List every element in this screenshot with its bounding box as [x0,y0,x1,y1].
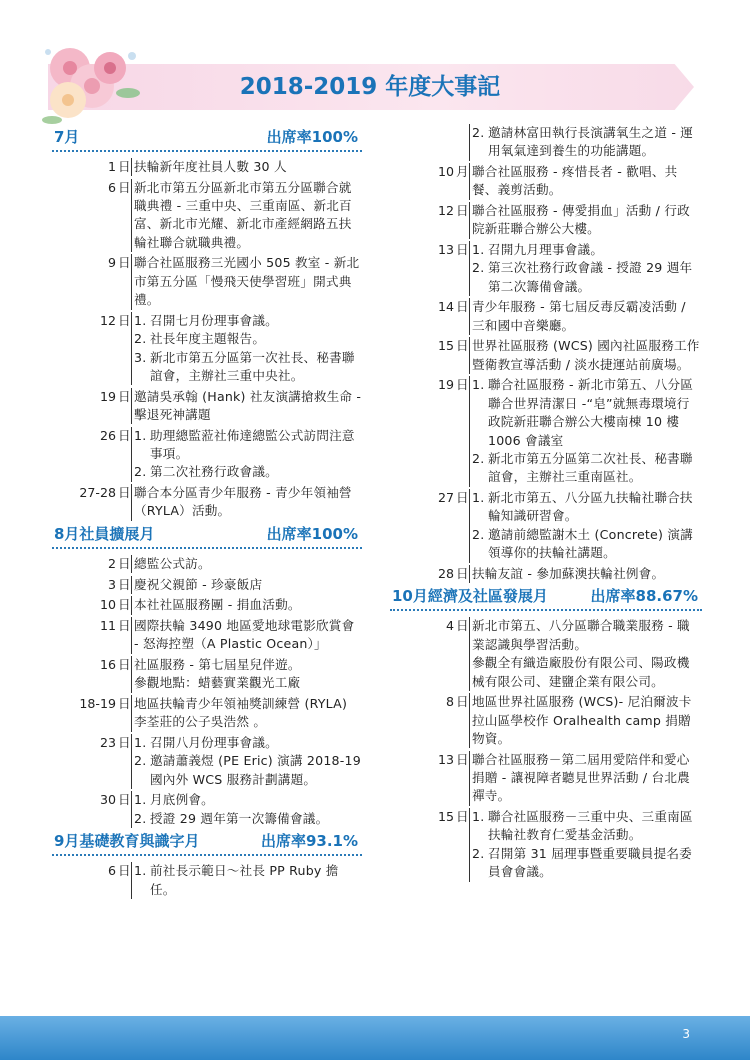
item-number: 2. [472,451,485,467]
item-text: 邀請吳承翰 (Hank) 社友演講搶救生命 - 擊退死神講題 [134,388,362,423]
event-date: 14 [437,299,454,315]
event-date-unit: 日 [456,694,469,710]
event-body [469,751,702,806]
event-entry [390,241,702,296]
event-date: 23 [99,734,116,750]
event-item [472,241,702,259]
event-date: 12 [99,312,116,328]
page-number: 3 [682,1027,690,1041]
event-item [472,565,702,583]
event-item [472,808,702,845]
event-body [131,656,362,693]
event-body [131,484,362,521]
attendance-rate: 出席率100% [266,128,358,146]
event-date-unit: 日 [456,490,469,506]
event-entry [390,202,702,239]
item-text: 新北市第五、八分區聯合職業服務 - 職業認識與學習活動。 [472,618,690,652]
item-text: 邀請前總監謝木土 (Concrete) 演講領導你的扶輪社講題。 [488,526,693,561]
event-body [469,163,702,200]
event-date: 19 [437,377,454,393]
event-date: 10 [437,164,454,179]
event-date: 15 [437,338,454,354]
event-body [469,565,702,583]
event-date-unit [456,124,469,161]
item-text: 總監公式訪。 [134,556,211,572]
event-entry [52,555,362,573]
item-text: 新北市第五、八分區九扶輪社聯合扶輪知識研習會。 [488,490,693,524]
event-date-unit: 日 [456,299,469,315]
event-body [131,576,362,594]
event-date-unit: 日 [118,863,131,879]
item-text: 世界社區服務 (WCS) 國內社區服務工作暨衛教宣導活動 / 淡水捷運站前廣場。 [472,338,700,372]
event-item [134,484,362,521]
event-date-unit: 日 [118,617,131,633]
item-number: 2. [472,526,485,542]
item-text: 聯合社區服務三光國小 505 教室 - 新北市第五分區「慢飛天使學習班」開式典禮。 [134,255,360,308]
event-item [472,163,702,200]
event-date: 2 [107,556,116,572]
event-date: 13 [437,751,454,767]
event-item [472,693,702,748]
item-text: 社長年度主題報告。 [150,331,266,347]
event-item [134,791,362,809]
item-number: 2. [134,464,147,480]
item-text: 聯合社區服務 - 新北市第五、八分區聯合世界清潔日 -“皂”就無毒環境行政院新莊聯合辦公大樓南棟 10 樓 1006 會議室 [488,377,694,448]
attendance-rate: 出席率93.1% [260,832,358,851]
page-title: 2018-2019 年度大事記 [239,74,501,100]
event-date: 8 [445,694,454,710]
event-item [134,862,362,899]
event-item [134,656,362,674]
event-entry [390,337,702,374]
event-item [472,337,702,374]
event-item [134,388,362,425]
event-body [131,862,362,899]
item-text: 前社長示範日～社長 PP Ruby 擔任。 [150,863,339,897]
event-entry [52,427,362,482]
event-date: 9 [107,255,116,271]
event-item [134,349,362,386]
item-text: 聯合社區服務－三重中央、三重南區扶輪社教育仁愛基金活動。 [488,809,693,843]
event-item [472,450,702,487]
event-date-unit: 日 [118,556,131,572]
event-date-unit: 日 [118,792,131,808]
footer-bar [0,1016,750,1060]
event-item [134,427,362,464]
event-date: 3 [107,576,116,592]
event-body [469,693,702,748]
item-text: 國際扶輪 3490 地區愛地球電影欣賞會 - 怒海控塑（A Plastic Ocean）」 [134,617,355,652]
event-item [472,489,702,526]
event-item [134,752,362,789]
item-number: 2. [134,753,147,769]
event-date: 27 [437,490,454,506]
month-heading [52,523,362,549]
event-entry [52,617,362,654]
event-date-unit: 日 [456,242,469,257]
event-date-unit: 日 [118,427,131,443]
event-body [469,337,702,374]
event-date-unit: 日 [118,695,131,711]
event-item [134,810,362,828]
event-date-unit: 日 [118,179,131,195]
event-date: 27-28 [79,485,116,501]
item-text: 授證 29 週年第一次籌備會議。 [150,810,329,826]
item-text: 邀請蕭義煜 (PE Eric) 演講 2018-19 國內外 WCS 服務計劃講題。 [150,753,361,787]
event-item [472,526,702,563]
event-entry [52,576,362,594]
event-item [472,751,702,806]
item-number: 1. [134,734,147,750]
event-body [469,298,702,335]
event-item [134,576,362,594]
event-date [390,124,456,161]
event-body [469,808,702,882]
event-body [131,734,362,789]
item-number: 2. [134,331,147,347]
item-text: 青少年服務 - 第七屆反毒反霸凌活動 / 三和國中音樂廳。 [472,299,686,333]
event-entry [390,808,702,882]
event-date-unit: 日 [118,312,131,328]
event-body [131,617,362,654]
item-number: 2. [472,845,485,861]
event-item [472,654,702,691]
event-body [469,376,702,486]
item-text: 參觀全有織造廠股份有限公司、陽政機械有限公司、建鹽企業有限公司。 [472,655,690,689]
event-date-unit: 日 [456,377,469,393]
event-item [134,734,362,752]
event-entry [52,656,362,693]
event-date-unit: 日 [118,159,131,174]
event-body [131,596,362,614]
month-title: 7月 [54,128,80,146]
event-body [469,241,702,296]
event-date: 6 [107,863,116,879]
event-body [131,388,362,425]
event-date-unit: 日 [118,576,131,592]
item-text: 月底例會。 [150,792,214,808]
event-body [469,489,702,563]
event-item [472,124,702,161]
event-date-unit: 日 [456,565,469,581]
event-entry [390,617,702,691]
left-column [52,124,362,901]
event-date: 18-19 [79,695,116,711]
event-date-unit: 日 [456,809,469,825]
item-text: 新北市第五分區第二次社長、秘書聯誼會，主辦社三重南區社。 [488,451,693,485]
event-item [134,312,362,330]
event-entry [390,693,702,748]
event-date-unit: 日 [456,618,469,634]
item-number: 1. [134,863,147,879]
month-title: 8月社員擴展月 [54,525,155,544]
item-text: 扶輪友誼 - 參加蘇澳扶輪社例會。 [472,565,665,581]
event-item [134,695,362,732]
event-date-unit: 日 [118,656,131,672]
event-entry [52,596,362,614]
item-text: 第三次社務行政會議 - 授證 29 週年第二次籌備會議。 [488,260,693,294]
event-entry [390,163,702,200]
event-entry [52,734,362,789]
event-item [134,555,362,573]
event-date: 13 [437,242,454,257]
event-item [472,298,702,335]
item-text: 本社社區服務團 - 捐血活動。 [134,597,301,613]
month-title: 9月基礎教育與識字月 [54,832,200,851]
event-entry [52,158,362,176]
item-text: 邀請林富田執行長演講氧生之道 - 運用氧氣達到養生的功能講題。 [488,125,694,159]
event-body [131,791,362,828]
event-date: 11 [99,617,116,633]
event-date-unit: 日 [118,485,131,501]
event-item [134,330,362,348]
item-number: 2. [134,810,147,826]
event-date-unit: 日 [118,388,131,404]
event-body [131,179,362,253]
event-item [134,463,362,481]
event-entry [52,179,362,253]
item-number: 1. [472,490,485,506]
event-date: 16 [99,656,116,672]
item-text: 召開九月理事會議。 [488,242,604,257]
item-number: 1. [134,792,147,808]
item-number: 1. [134,427,147,443]
item-text: 社區服務 - 第七屆星兒伴遊。 [134,656,301,672]
event-date: 15 [437,809,454,825]
event-entry [52,312,362,386]
item-text: 聯合社區服務－第二屆用愛陪伴和愛心捐贈 - 讓視障者聽見世界活動 / 台北農禪寺。 [472,751,690,804]
event-entry [390,751,702,806]
item-text: 助理總監蒞社佈達總監公式訪問注意事項。 [150,427,355,462]
item-text: 第二次社務行政會議。 [150,464,278,480]
item-number: 1. [134,312,147,328]
event-item [134,254,362,309]
event-item [472,617,702,654]
item-number: 1. [472,377,485,393]
item-number: 1. [472,809,485,825]
event-body [131,254,362,309]
event-item [134,179,362,253]
event-body [131,312,362,386]
event-date: 28 [437,565,454,581]
right-column [390,124,702,884]
item-number: 2. [472,260,485,276]
event-body [469,202,702,239]
event-entry [390,376,702,486]
item-text: 參觀地點：蜡藝實業觀光工廠 [134,675,301,691]
item-text: 聯合社區服務 - 傳愛捐血」活動 / 行政院新莊聯合辦公大樓。 [472,203,690,237]
month-heading [52,830,362,856]
event-item [134,596,362,614]
event-entry [52,388,362,425]
item-text: 聯合社區服務 - 疼惜長者 - 歡唱、共餐、義剪活動。 [472,164,678,198]
event-body [131,695,362,732]
event-entry [52,791,362,828]
event-item [472,259,702,296]
event-entry [52,695,362,732]
event-entry [390,489,702,563]
event-date-unit: 月 [456,164,469,179]
event-item [134,158,362,176]
event-item [134,617,362,654]
event-date-unit: 日 [456,751,469,767]
event-entry [390,565,702,583]
item-text: 地區世界社區服務 (WCS)- 尼泊爾波卡拉山區學校作 Oralhealth camp 捐贈物資。 [472,694,692,747]
event-body [131,158,362,176]
event-date: 30 [99,792,116,808]
event-date: 4 [445,618,454,634]
event-body [469,124,702,161]
event-body [131,555,362,573]
item-text: 慶祝父親節 - 珍豪飯店 [134,576,263,592]
event-date: 6 [107,179,116,195]
event-item [472,202,702,239]
event-date-unit: 日 [118,597,131,613]
event-date: 10 [99,597,116,613]
event-entry [52,484,362,521]
month-heading [390,585,702,611]
event-item [472,376,702,450]
event-date: 1 [107,159,116,174]
item-text: 聯合本分區青少年服務 - 青少年領袖營（RYLA）活動。 [134,485,352,519]
item-text: 扶輪新年度社員人數 30 人 [134,159,287,174]
item-text: 召開第 31 屆理事暨重要職員提名委員會會議。 [488,845,692,880]
event-date-unit: 日 [118,734,131,750]
event-date: 12 [437,203,454,218]
item-text: 召開七月份理事會議。 [150,312,278,328]
event-date: 26 [99,427,116,443]
item-text: 新北市第五分區第一次社長、秘書聯誼會，主辦社三重中央社。 [150,349,355,384]
event-item [134,674,362,692]
item-text: 地區扶輪青少年領袖獎訓練營 (RYLA) 李荃莊的公子吳浩然 。 [134,695,348,730]
event-item [472,845,702,882]
attendance-rate: 出席率100% [266,525,358,544]
event-entry [390,124,702,161]
attendance-rate: 出席率88.67% [590,587,698,606]
event-entry [390,298,702,335]
event-date-unit: 日 [456,203,469,218]
month-title: 10月經濟及社區發展月 [392,587,548,606]
item-number: 3. [134,349,147,365]
item-number: 2. [472,125,485,140]
event-date-unit: 日 [456,338,469,354]
month-heading [52,126,362,152]
item-number: 1. [472,242,485,257]
event-date: 19 [99,388,116,404]
event-entry [52,254,362,309]
event-body [469,617,702,691]
item-text: 新北市第五分區新北市第五分區聯合就職典禮 - 三重中央、三重南區、新北百富、新北市光耀、新北市產經網路五扶輪社聯合就職典禮。 [134,179,352,250]
item-text: 召開八月份理事會議。 [150,734,278,750]
event-date-unit: 日 [118,255,131,271]
event-entry [52,862,362,899]
event-body [131,427,362,482]
